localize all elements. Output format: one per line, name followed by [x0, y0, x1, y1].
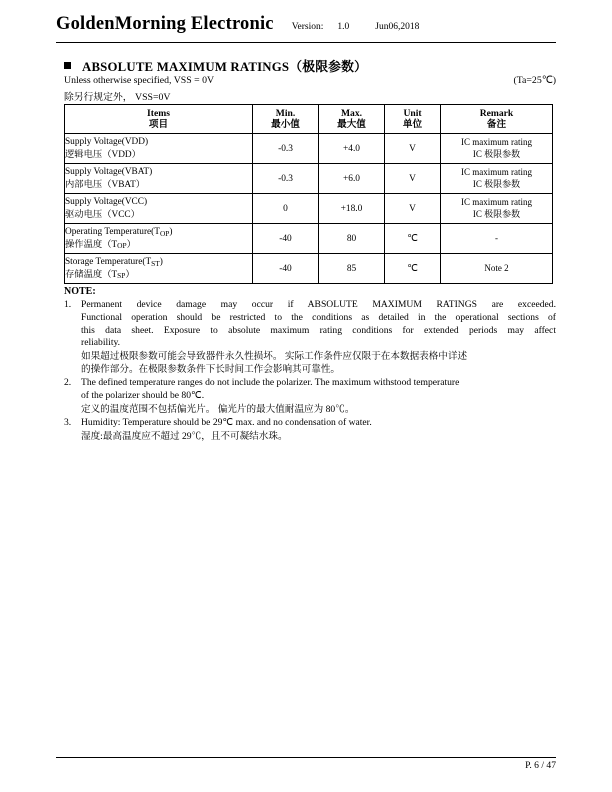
- col-min-en: Min.: [275, 107, 296, 119]
- col-unit: [385, 105, 441, 134]
- note-body: [81, 299, 556, 376]
- document-date: Jun06,2018: [375, 22, 420, 32]
- row-max: 85: [319, 254, 385, 284]
- col-max-cn: 最大值: [337, 119, 366, 130]
- col-unit-en: Unit: [403, 107, 422, 119]
- footer-divider: [56, 757, 556, 758]
- ambient-temp-note: (Ta=25℃): [513, 75, 556, 86]
- note-line: The defined temperature ranges do not include the polarizer. The maximum withstood temperature: [81, 377, 460, 389]
- ratings-table: [64, 104, 553, 284]
- row-item-en: Supply Voltage(VDD): [65, 137, 149, 148]
- col-remark-en: Remark: [479, 107, 514, 119]
- header-divider: [56, 42, 556, 43]
- note-item: [64, 417, 556, 443]
- row-item-cn: 存储温度（TSP）: [65, 269, 135, 280]
- row-max: +6.0: [319, 164, 385, 194]
- row-remark: [441, 164, 553, 194]
- col-items-en: Items: [147, 107, 170, 119]
- row-remark-cn: IC 极限参数: [472, 148, 521, 159]
- note-item: [64, 377, 556, 416]
- notes-title: NOTE:: [64, 286, 96, 297]
- row-max: 80: [319, 224, 385, 254]
- note-number: 2.: [64, 377, 72, 389]
- row-remark: -: [441, 224, 553, 254]
- note-line-cn: 的操作部分。在极限参数条件下长时间工作会影响其可靠性。: [81, 364, 341, 376]
- row-remark: [441, 134, 553, 164]
- col-max-en: Max.: [340, 107, 363, 119]
- row-min: -40: [253, 254, 319, 284]
- notes-section: [64, 286, 556, 444]
- row-item-en: Supply Voltage(VCC): [65, 197, 148, 208]
- note-line: this data sheet. Exposure to absolute maximum rating conditions for extended periods may affect: [81, 324, 556, 336]
- table-row: [65, 134, 553, 164]
- row-unit: V: [385, 194, 441, 224]
- col-min: [253, 105, 319, 134]
- note-body: [81, 377, 556, 416]
- note-body: [81, 417, 556, 443]
- row-item-vcc: [65, 194, 253, 224]
- row-remark: Note 2: [441, 254, 553, 284]
- row-item-vbat: [65, 164, 253, 194]
- table-row: [65, 224, 553, 254]
- header-meta: [292, 22, 420, 32]
- table-row: [65, 164, 553, 194]
- row-item-cn: 驱动电压（VCC）: [65, 209, 140, 220]
- row-item-cn: 操作温度（TOP）: [65, 239, 136, 250]
- row-unit: ℃: [385, 254, 441, 284]
- section-subline: [64, 75, 556, 86]
- note-line-cn: 定义的温度范围不包括偏光片。 偏光片的最大值耐温应为 80℃。: [81, 403, 355, 415]
- row-item-cn: 内部电压（VBAT）: [65, 179, 146, 190]
- bullet-square-icon: [64, 62, 71, 69]
- section-title: [64, 56, 367, 75]
- row-item-en: Operating Temperature(TOP): [65, 227, 173, 238]
- row-min: -0.3: [253, 164, 319, 194]
- col-unit-cn: 单位: [402, 119, 423, 130]
- section-subline-cn: 除另行规定外， VSS=0V: [64, 92, 171, 103]
- note-line: Permanent device damage may occur if ABSOLUTE MAXIMUM RATINGS are exceeded.: [81, 299, 556, 310]
- col-remark-cn: 备注: [486, 119, 507, 130]
- note-line: reliability.: [81, 337, 121, 349]
- row-item-tst: [65, 254, 253, 284]
- note-line: of the polarizer should be 80℃.: [81, 390, 205, 402]
- col-remark: [441, 105, 553, 134]
- version-label: Version:: [291, 22, 324, 32]
- note-item: [64, 299, 556, 376]
- version-value: 1.0: [337, 22, 350, 32]
- row-min: 0: [253, 194, 319, 224]
- table-row: [65, 194, 553, 224]
- row-unit: V: [385, 164, 441, 194]
- row-item-en: Supply Voltage(VBAT): [65, 167, 153, 178]
- row-max: +4.0: [319, 134, 385, 164]
- section-title-text: ABSOLUTE MAXIMUM RATINGS（极限参数）: [82, 60, 368, 74]
- page-header: [56, 14, 556, 35]
- row-remark-en: IC maximum rating: [461, 196, 532, 207]
- col-min-cn: 最小值: [271, 119, 300, 130]
- table-row: [65, 254, 553, 284]
- row-min: -0.3: [253, 134, 319, 164]
- row-unit: ℃: [385, 224, 441, 254]
- row-unit: V: [385, 134, 441, 164]
- note-number: 1.: [64, 299, 72, 310]
- note-line-cn: 如果超过极限参数可能会导致器件永久性损坏。 实际工作条件应仅限于在本数据表格中详述: [81, 351, 468, 362]
- row-item-en: Storage Temperature(TST): [65, 257, 163, 268]
- row-remark-cn: IC 极限参数: [472, 178, 521, 189]
- col-items: [65, 105, 253, 134]
- table-header-row: [65, 105, 553, 134]
- row-min: -40: [253, 224, 319, 254]
- row-item-cn: 逻辑电压（VDD）: [65, 149, 141, 160]
- subline-left: Unless otherwise specified, VSS = 0V: [64, 75, 215, 86]
- col-items-cn: 项目: [148, 119, 169, 130]
- row-item-vdd: [65, 134, 253, 164]
- row-remark-en: IC maximum rating: [461, 136, 532, 147]
- page-number: P. 6 / 47: [525, 760, 556, 771]
- row-remark-en: IC maximum rating: [461, 166, 532, 177]
- note-number: 3.: [64, 417, 72, 429]
- col-max: [319, 105, 385, 134]
- note-line-cn: 湿度:最高温度应不超过 29℃，且不可凝结水珠。: [81, 430, 288, 442]
- note-line: Humidity: Temperature should be 29℃ max. and no condensation of water.: [81, 417, 372, 429]
- row-remark-cn: IC 极限参数: [472, 208, 521, 219]
- row-item-top: [65, 224, 253, 254]
- company-title: GoldenMorning Electronic: [56, 14, 274, 34]
- note-line: Functional operation should be restricted to the conditions as detailed in the operational sections of: [81, 311, 556, 323]
- row-max: +18.0: [319, 194, 385, 224]
- row-remark: [441, 194, 553, 224]
